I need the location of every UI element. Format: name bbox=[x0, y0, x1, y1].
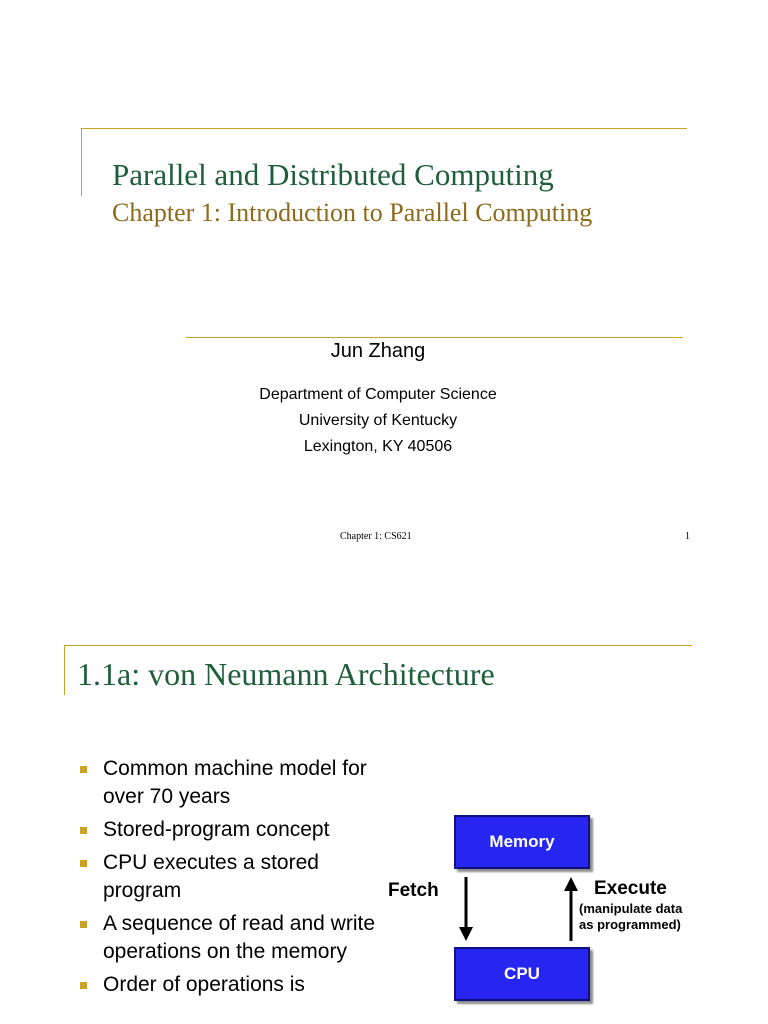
list-item: A sequence of read and write operations on the memory bbox=[76, 910, 376, 966]
bullet-square-icon bbox=[80, 982, 87, 989]
page-number: 1 bbox=[685, 531, 690, 542]
bullet-list bbox=[76, 755, 376, 1004]
memory-box: Memory bbox=[454, 815, 590, 869]
affiliation-address: Lexington, KY 40506 bbox=[303, 438, 453, 455]
slide-2 bbox=[0, 590, 768, 1024]
execute-arrow-icon bbox=[561, 875, 581, 945]
presentation-title: Parallel and Distributed Computing bbox=[112, 157, 554, 192]
affiliation-university: University of Kentucky bbox=[298, 412, 458, 429]
title-top-rule bbox=[64, 645, 692, 646]
slide-title: 1.1a: von Neumann Architecture bbox=[77, 656, 495, 692]
execute-label: Execute bbox=[594, 878, 667, 899]
execute-note-line1: (manipulate data bbox=[579, 901, 683, 916]
bullet-square-icon bbox=[80, 921, 87, 928]
presentation-subtitle: Chapter 1: Introduction to Parallel Computing bbox=[112, 198, 593, 227]
slide-footer: Chapter 1: CS621 bbox=[340, 531, 412, 542]
author-name: Jun Zhang bbox=[330, 340, 426, 362]
fetch-arrow-icon bbox=[456, 875, 476, 945]
bullet-square-icon bbox=[80, 827, 87, 834]
bullet-square-icon bbox=[80, 766, 87, 773]
title-vertical-rule bbox=[64, 645, 65, 695]
fetch-label: Fetch bbox=[388, 880, 439, 901]
von-neumann-diagram bbox=[380, 805, 710, 1005]
author-rule bbox=[186, 337, 683, 338]
title-vertical-rule bbox=[81, 128, 82, 196]
cpu-box: CPU bbox=[454, 947, 590, 1001]
list-item: Order of operations is bbox=[76, 971, 376, 999]
list-item: Stored-program concept bbox=[76, 816, 376, 844]
bullet-square-icon bbox=[80, 860, 87, 867]
execute-note-line2: as programmed) bbox=[579, 917, 681, 932]
list-item: Common machine model for over 70 years bbox=[76, 755, 376, 811]
title-top-rule bbox=[81, 128, 687, 129]
affiliation-department: Department of Computer Science bbox=[259, 386, 497, 403]
list-item: CPU executes a stored program bbox=[76, 849, 376, 905]
